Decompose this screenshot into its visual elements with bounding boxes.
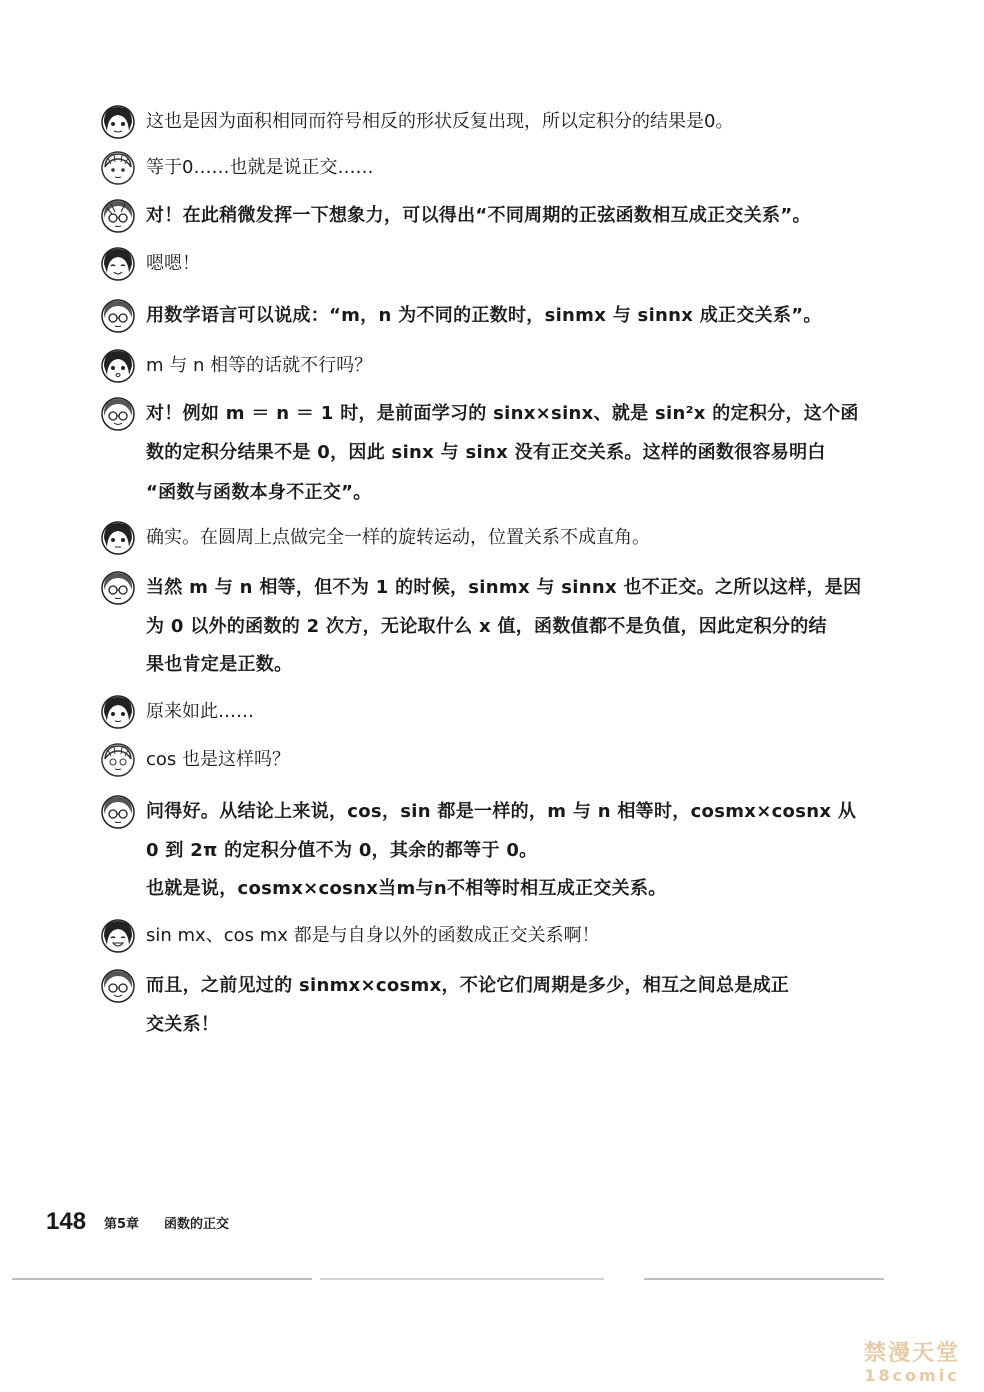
dialogue-text: 用数学语言可以说成：“m，n 为不同的正数时，sinmx 与 sinnx 成正交关系”。 <box>146 305 822 326</box>
dialogue-line <box>100 520 920 556</box>
glasses-girl-avatar-icon <box>100 968 136 1004</box>
dialogue-continuation: “函数与函数本身不正交”。 <box>146 482 372 503</box>
dark-hair-girl-avatar-icon <box>100 246 136 282</box>
dark-hair-girl-avatar-icon <box>100 694 136 730</box>
dialogue-line <box>100 570 920 606</box>
dialogue-line <box>100 742 920 778</box>
dialogue-line <box>100 198 920 234</box>
dialogue-text: 对！在此稍微发挥一下想象力，可以得出“不同周期的正弦函数相互成正交关系”。 <box>146 205 811 226</box>
dialogue-continuation: 0 到 2π 的定积分值不为 0，其余的都等于 0。 <box>146 840 538 861</box>
bottom-rule <box>320 1278 604 1280</box>
dialogue-line <box>100 298 920 334</box>
chapter-label: 第5章 <box>104 1217 140 1232</box>
dialogue-text: 原来如此…… <box>146 701 254 722</box>
dark-hair-girl-avatar-icon <box>100 520 136 556</box>
dialogue-line <box>100 396 920 432</box>
dialogue-line <box>100 246 920 282</box>
dialogue-continuation: 交关系！ <box>146 1014 220 1035</box>
dialogue-text: 等于0……也就是说正交…… <box>146 157 374 178</box>
glasses-girl-avatar-icon <box>100 298 136 334</box>
bottom-rule <box>12 1278 312 1280</box>
dialogue-text: 对！例如 m ＝ n ＝ 1 时，是前面学习的 sinx×sinx、就是 sin²x 的定积分，这个函 <box>146 403 859 424</box>
light-hair-girl-avatar-icon <box>100 150 136 186</box>
dialogue-text: cos 也是这样吗？ <box>146 749 291 770</box>
glasses-girl-avatar-icon <box>100 570 136 606</box>
watermark-line1: 禁漫天堂 <box>863 1341 960 1366</box>
dialogue-line <box>100 150 920 186</box>
dialogue-text: 确实。在圆周上点做完全一样的旋转运动，位置关系不成直角。 <box>146 527 650 548</box>
dialogue-continuation: 为 0 以外的函数的 2 次方，无论取什么 x 值，函数值都不是负值，因此定积分的结 <box>146 616 827 637</box>
dialogue-line <box>100 694 920 730</box>
glasses-girl-avatar-icon <box>100 794 136 830</box>
dialogue-continuation: 也就是说，cosmx×cosnx当m与n不相等时相互成正交关系。 <box>146 878 667 899</box>
dialogue-text: 嗯嗯！ <box>146 253 200 274</box>
glasses-girl-avatar-icon <box>100 396 136 432</box>
light-hair-girl-avatar-icon <box>100 742 136 778</box>
dialogue-line <box>100 918 920 954</box>
chapter-title: 函数的正交 <box>164 1217 230 1232</box>
dialogue-line <box>100 104 920 140</box>
glasses-girl-avatar-icon <box>100 198 136 234</box>
bottom-rule <box>644 1278 884 1280</box>
dark-hair-girl-avatar-icon <box>100 918 136 954</box>
dark-hair-girl-avatar-icon <box>100 104 136 140</box>
dialogue-line <box>100 348 920 384</box>
dialogue-text: 这也是因为面积相同而符号相反的形状反复出现，所以定积分的结果是0。 <box>146 111 734 132</box>
dialogue-continuation: 数的定积分结果不是 0，因此 sinx 与 sinx 没有正交关系。这样的函数很容易明白 <box>146 442 826 463</box>
site-watermark <box>846 1342 978 1388</box>
dialogue-line <box>100 968 920 1004</box>
dialogue-text: 当然 m 与 n 相等，但不为 1 的时候，sinmx 与 sinnx 也不正交。之所以这样，是因 <box>146 577 862 598</box>
dialogue-text: 问得好。从结论上来说，cos，sin 都是一样的，m 与 n 相等时，cosmx×cosnx 从 <box>146 801 857 822</box>
dialogue-text: 而且，之前见过的 sinmx×cosmx，不论它们周期是多少，相互之间总是成正 <box>146 975 790 996</box>
page-number: 148 <box>46 1208 87 1235</box>
dialogue-text: m 与 n 相等的话就不行吗？ <box>146 355 373 376</box>
dark-hair-girl-avatar-icon <box>100 348 136 384</box>
watermark-line2: 18comic <box>864 1366 960 1385</box>
dialogue-continuation: 果也肯定是正数。 <box>146 654 293 675</box>
dialogue-line <box>100 794 920 830</box>
dialogue-text: sin mx、cos mx 都是与自身以外的函数成正交关系啊！ <box>146 925 600 946</box>
